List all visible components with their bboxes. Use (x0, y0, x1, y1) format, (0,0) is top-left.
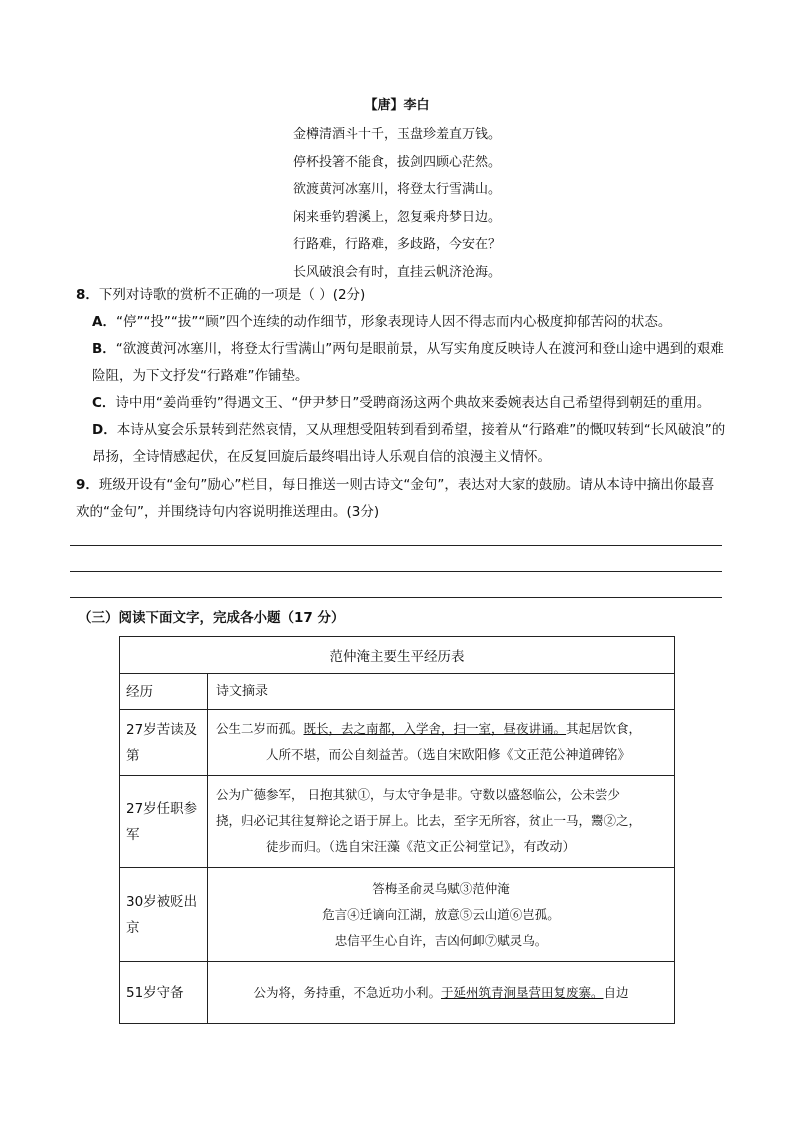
question-9 (76, 472, 726, 526)
poem-title: 答梅圣俞灵乌赋③范仲淹 (372, 880, 510, 896)
excerpt-source: （选自宋欧阳修《文正范公神道碑铭》 (416, 748, 631, 763)
excerpt-cell (208, 776, 675, 868)
table-title: 范仲淹主要生平经历表 (120, 637, 675, 674)
excerpt-text: 人所不堪，而公自刻益苦。 (266, 747, 417, 762)
excerpt-cell (208, 868, 675, 962)
poem-line: 停杯投箸不能食，拔剑四顾心茫然。 (292, 155, 501, 170)
excerpt-source: （选自宋汪藻《范文正公祠堂记》，有改动） (328, 840, 576, 855)
excerpt-text: 公为广德参军， 日抱其狱①，与太守争是非。守数以盛怒临公，公未尝少 (216, 787, 620, 802)
answer-line[interactable] (70, 597, 722, 598)
excerpt-text: 公为将，务持重，不急近功小利。 (253, 984, 441, 1000)
poem-author: 【唐】李白 (364, 98, 430, 113)
excerpt-text: 危言④迁谪向江湖，放意⑤云山道⑥岂孤。 (322, 906, 560, 922)
option-key: D． (92, 422, 117, 438)
excerpt-underlined: 于延州筑青涧垦营田复废寨。 (440, 984, 604, 1000)
col-header-experience: 经历 (120, 674, 208, 710)
excerpt-text: 忠信平生心自许，吉凶何卹⑦赋灵乌。 (334, 932, 548, 948)
option-key: A． (92, 314, 116, 330)
excerpt-text: 挠，归必记其往复辩论之语于屏上。比去，至字无所容，贫止一马，鬻②之， (216, 813, 642, 828)
option-b (92, 336, 732, 390)
experience-cell: 51岁守备 (120, 962, 208, 1024)
excerpt-text: 徒步而归。 (266, 839, 329, 854)
col-header-excerpt: 诗文摘录 (208, 674, 675, 710)
experience-cell: 27岁苦读及第 (120, 710, 208, 776)
experience-cell: 30岁被贬出京 (120, 868, 208, 962)
question-number: 9． (76, 477, 99, 493)
option-text: 诗中用“姜尚垂钓”得遇文王、“伊尹梦日”受聘商汤这两个典故来委婉表达自己希望得到朝廷的重用。 (115, 395, 711, 411)
poem-line: 闲来垂钓碧溪上，忽复乘舟梦日边。 (292, 210, 501, 225)
excerpt-text: 公生二岁而孤。 (216, 721, 304, 736)
option-key: B． (92, 341, 116, 357)
excerpt-text: 其起居饮食， (566, 721, 642, 736)
biography-table (119, 636, 675, 1024)
experience-cell: 27岁任职参军 (120, 776, 208, 868)
excerpt-text: 自边 (603, 984, 629, 1000)
option-d (92, 417, 732, 471)
option-text: “停”“投”“拔”“顾”四个连续的动作细节，形象表现诗人因不得志而内心极度抑郁苦闷的状态。 (115, 314, 672, 330)
answer-line[interactable] (70, 571, 722, 572)
option-a (92, 309, 732, 336)
option-text: 本诗从宴会乐景转到茫然哀情，又从理想受阻转到看到希望，接着从“行路难”的慨叹转到“长风破浪”的昂扬，全诗情感起伏，在反复回旋后最终唱出诗人乐观自信的浪漫主义情怀。 (92, 422, 726, 465)
question-number: 8． (76, 287, 99, 303)
option-text: “欲渡黄河冰塞川，将登太行雪满山”两句是眼前景，从写实角度反映诗人在渡河和登山途中遇到的艰难险阻，为下文抒发“行路难”作铺垫。 (92, 341, 724, 384)
section-heading: （三）阅读下面文字，完成各小题（17 分） (78, 610, 345, 626)
question-text: 下列对诗歌的赏析不正确的一项是（ ）(2分) (98, 287, 366, 303)
excerpt-underlined: 既长，去之南都，入学舍，扫一室，昼夜讲诵。 (303, 721, 567, 736)
poem-line: 欲渡黄河冰塞川，将登太行雪满山。 (292, 182, 501, 197)
poem-line: 金樽清酒斗十千，玉盘珍羞直万钱。 (292, 127, 501, 142)
option-c (92, 390, 732, 417)
excerpt-cell (208, 962, 675, 1024)
poem-line: 长风破浪会有时，直挂云帆济沧海。 (292, 265, 501, 280)
answer-line[interactable] (70, 545, 722, 546)
question-8 (76, 282, 726, 309)
question-text: 班级开设有“金句”励心”栏目，每日推送一则古诗文“金句”，表达对大家的鼓励。请从本诗中摘出你最喜欢的“金句”，并围绕诗句内容说明推送理由。(3分) (76, 477, 715, 520)
option-key: C． (92, 395, 116, 411)
poem-line: 行路难，行路难，多歧路，今安在？ (292, 237, 501, 252)
excerpt-cell (208, 710, 675, 776)
